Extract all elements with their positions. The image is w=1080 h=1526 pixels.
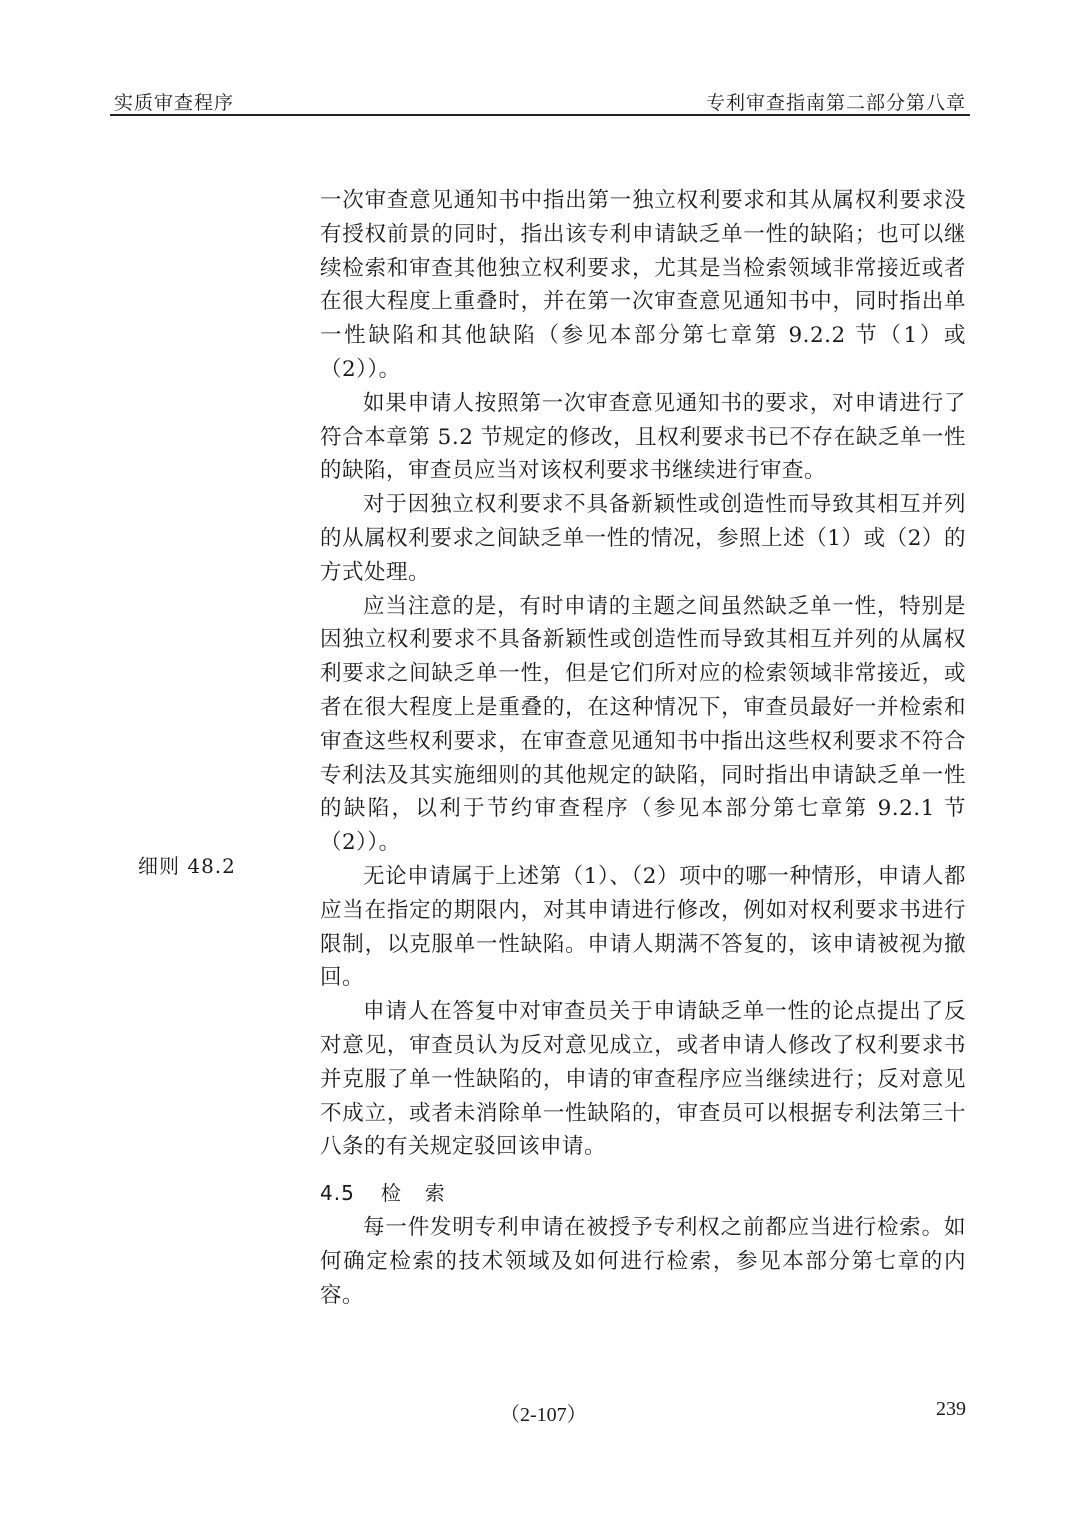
page-header <box>110 84 970 116</box>
margin-note-rule-reference: 细则 48.2 <box>138 854 236 878</box>
section-paragraph: 每一件发明专利申请在被授予专利权之前都应当进行检索。如何确定检索的技术领域及如何进行检索，参见本部分第七章的内容。 <box>320 1214 966 1308</box>
header-chapter-title: 实质审查程序 <box>114 92 235 114</box>
paragraph-rule-48-2: 无论申请属于上述第（1）、（2）项中的哪一种情形，申请人都应当在指定的期限内，对其申请进行修改，例如对权利要求书进行限制，以克服单一性缺陷。申请人期满不答复的，该申请被视为撤回。 <box>320 863 966 991</box>
main-text <box>320 184 966 1312</box>
footer-section-page: （2-107） <box>500 1404 587 1426</box>
paragraph: 如果申请人按照第一次审查意见通知书的要求，对申请进行了符合本章第 5.2 节规定的修改，且权利要求书已不存在缺乏单一性的缺陷，审查员应当对该权利要求书继续进行审查。 <box>320 390 966 484</box>
paragraph: 应当注意的是，有时申请的主题之间虽然缺乏单一性，特别是因独立权利要求不具备新颖性或创造性而导致其相互并列的从属权利要求之间缺乏单一性，但是它们所对应的检索领域非常接近，或者在很大程度上是重叠的，在这种情况下，审查员最好一并检索和审查这些权利要求，在审查意见通知书中指出这些权利要求不符合专利法及其实施细则的其他规定的缺陷，同时指出申请缺乏单一性的缺陷，以利于节约审查程序（参见本部分第七章第 9.2.1 节（2））。 <box>320 593 966 856</box>
header-guide-title: 专利审查指南第二部分第八章 <box>705 92 966 114</box>
paragraph-continuation: 一次审查意见通知书中指出第一独立权利要求和其从属权利要求没有授权前景的同时，指出该专利申请缺乏单一性的缺陷；也可以继续检索和审查其他独立权利要求，尤其是当检索领域非常接近或者在很大程度上重叠时，并在第一次审查意见通知书中，同时指出单一性缺陷和其他缺陷（参见本部分第七章第 9.2.2 节（1）或（2））。 <box>320 188 966 382</box>
section-heading <box>320 1177 966 1211</box>
section-title: 检索 <box>380 1181 469 1206</box>
footer-page-number: 239 <box>936 1398 966 1420</box>
paragraph: 对于因独立权利要求不具备新颖性或创造性而导致其相互并列的从属权利要求之间缺乏单一性的情况，参照上述（1）或（2）的方式处理。 <box>320 492 966 585</box>
paragraph: 申请人在答复中对审查员关于申请缺乏单一性的论点提出了反对意见，审查员认为反对意见成立，或者申请人修改了权利要求书并克服了单一性缺陷的，申请的审查程序应当继续进行；反对意见不成立，或者未消除单一性缺陷的，审查员可以根据专利法第三十八条的有关规定驳回该申请。 <box>320 999 966 1160</box>
section-number: 4.5 <box>320 1181 355 1206</box>
